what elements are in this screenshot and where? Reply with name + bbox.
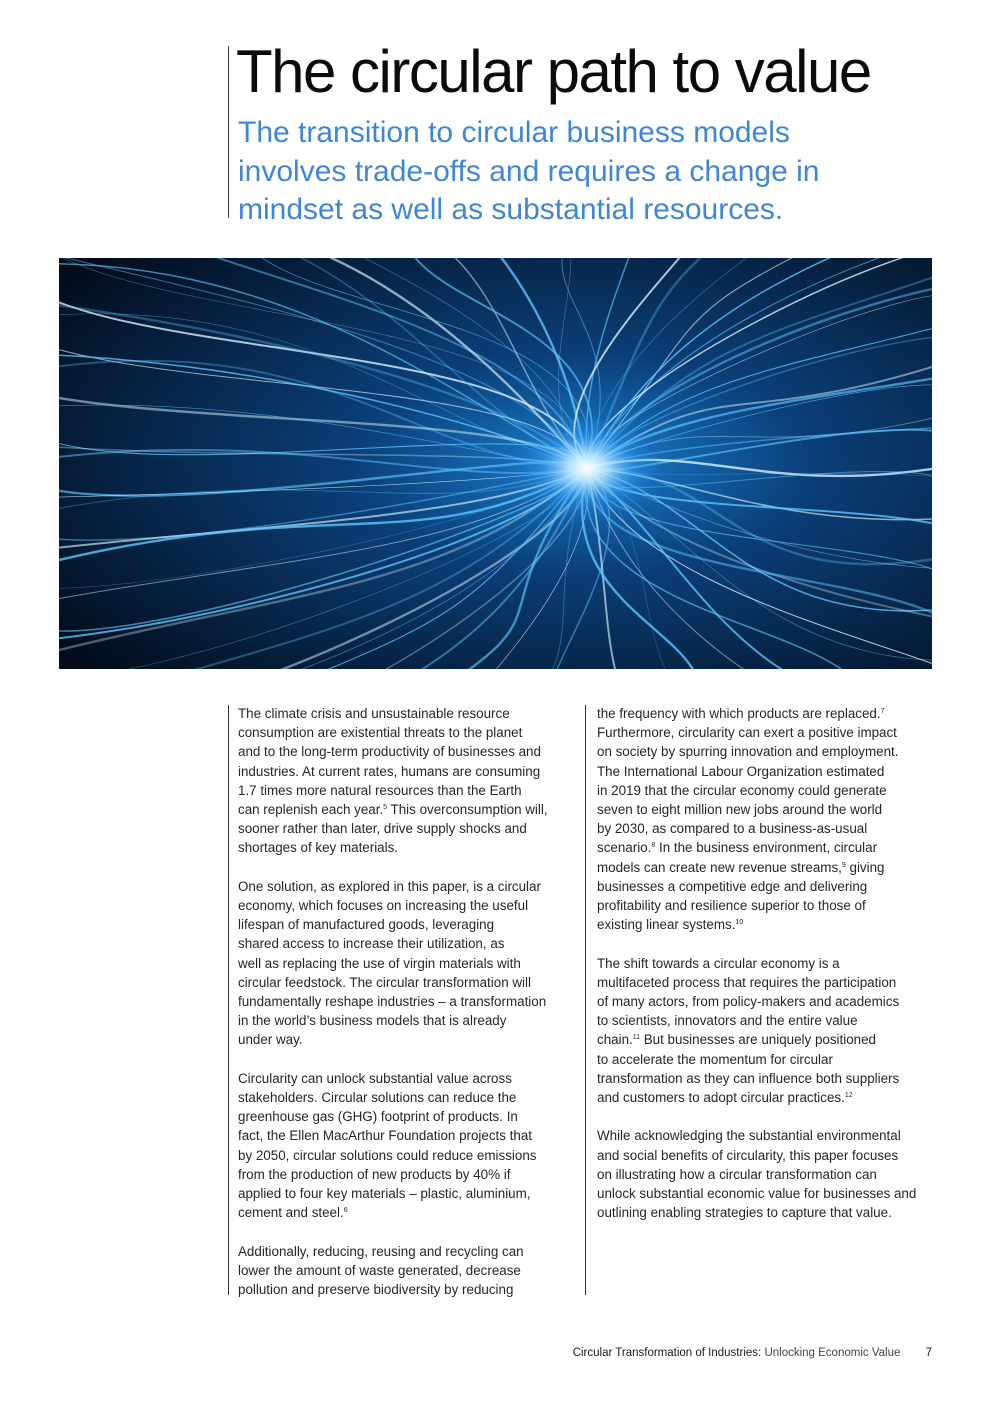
text-segment: existing linear systems. bbox=[597, 917, 736, 933]
footnote-ref: 10 bbox=[735, 919, 744, 927]
text-line: to accelerate the momentum for circular bbox=[597, 1051, 833, 1067]
subtitle-line: mindset as well as substantial resources. bbox=[238, 193, 784, 226]
text-line bbox=[238, 800, 578, 819]
body-paragraph bbox=[238, 877, 578, 1050]
text-line: greenhouse gas (GHG) footprint of products. In bbox=[238, 1109, 518, 1125]
text-line: shortages of key materials. bbox=[238, 840, 399, 856]
text-line bbox=[238, 1203, 578, 1222]
text-segment: cement and steel. bbox=[238, 1205, 344, 1221]
body-paragraph bbox=[238, 1242, 578, 1300]
text-line: and to the long-term productivity of businesses and bbox=[238, 744, 541, 760]
text-line: lifespan of manufactured goods, leveraging bbox=[238, 917, 495, 933]
column-divider-right bbox=[585, 705, 586, 1295]
text-line: well as replacing the use of virgin materials with bbox=[238, 955, 521, 971]
text-line: One solution, as explored in this paper, is a circular bbox=[238, 878, 541, 894]
text-line: economy, which focuses on increasing the useful bbox=[238, 898, 529, 914]
text-line bbox=[597, 1088, 937, 1107]
footnote-ref: 6 bbox=[343, 1207, 348, 1215]
footnote-ref: 9 bbox=[841, 861, 846, 869]
text-line: fact, the Ellen MacArthur Foundation projects that bbox=[238, 1128, 533, 1144]
body-paragraph bbox=[597, 704, 937, 934]
footnote-ref: 11 bbox=[632, 1034, 641, 1042]
text-line bbox=[597, 858, 937, 877]
text-line: transformation as they can influence both suppliers bbox=[597, 1070, 900, 1086]
text-line: under way. bbox=[238, 1032, 303, 1048]
text-line: to scientists, innovators and the entire value bbox=[597, 1013, 858, 1029]
text-line: sooner rather than later, drive supply shocks and bbox=[238, 821, 527, 837]
footnote-ref: 7 bbox=[880, 708, 885, 715]
footnote-ref: 12 bbox=[844, 1092, 853, 1100]
page-title: The circular path to value bbox=[236, 38, 871, 105]
text-line: fundamentally reshape industries – a transformation bbox=[238, 994, 547, 1010]
text-line: by 2050, circular solutions could reduce emissions bbox=[238, 1147, 537, 1163]
text-segment: and customers to adopt circular practices. bbox=[597, 1090, 845, 1106]
text-line: in the world’s business models that is already bbox=[238, 1013, 507, 1029]
text-line: 1.7 times more natural resources than the Earth bbox=[238, 782, 522, 798]
text-line: of many actors, from policy-makers and academics bbox=[597, 994, 900, 1010]
text-line: While acknowledging the substantial environmental bbox=[597, 1128, 901, 1144]
text-line: lower the amount of waste generated, decrease bbox=[238, 1262, 521, 1278]
text-segment: chain. bbox=[597, 1032, 633, 1048]
text-line bbox=[597, 1030, 937, 1049]
text-line: Circularity can unlock substantial value across bbox=[238, 1070, 512, 1086]
text-line bbox=[597, 838, 937, 857]
text-line: multifaceted process that requires the participation bbox=[597, 974, 897, 990]
text-line: shared access to increase their utilization, as bbox=[238, 936, 505, 952]
hero-image bbox=[59, 258, 932, 669]
text-line: pollution and preserve biodiversity by reducing bbox=[238, 1282, 514, 1298]
subtitle-line: involves trade-offs and requires a change in bbox=[238, 154, 820, 188]
page-number: 7 bbox=[925, 1347, 932, 1359]
footnote-ref: 5 bbox=[383, 804, 388, 812]
publication-subtitle: Unlocking Economic Value bbox=[764, 1347, 901, 1359]
body-paragraph bbox=[597, 1126, 937, 1222]
text-line: industries. At current rates, humans are consuming bbox=[238, 763, 541, 779]
text-line: on illustrating how a circular transformation can bbox=[597, 1166, 877, 1182]
subtitle-line: The transition to circular business models bbox=[238, 116, 790, 149]
body-paragraph bbox=[238, 704, 578, 858]
text-segment: models can create new revenue streams, bbox=[597, 859, 842, 875]
text-line: on society by spurring innovation and employment. bbox=[597, 744, 899, 760]
text-line: stakeholders. Circular solutions can reduce the bbox=[238, 1090, 517, 1106]
text-segment: This overconsumption will, bbox=[387, 802, 548, 818]
text-line: The International Labour Organization estimated bbox=[597, 763, 885, 779]
text-line: seven to eight million new jobs around the world bbox=[597, 802, 883, 818]
body-column-right bbox=[597, 704, 937, 1242]
text-segment: the frequency with which products are replaced. bbox=[597, 706, 881, 721]
text-line: consumption are existential threats to the planet bbox=[238, 725, 523, 741]
footnote-ref: 8 bbox=[651, 842, 656, 850]
text-line: unlock substantial economic value for businesses and bbox=[597, 1186, 917, 1202]
text-segment: scenario. bbox=[597, 840, 652, 856]
body-paragraph bbox=[597, 954, 937, 1108]
text-line bbox=[597, 915, 937, 934]
text-segment: In the business environment, circular bbox=[655, 840, 878, 856]
text-segment: But businesses are uniquely positioned bbox=[640, 1032, 876, 1048]
text-line: and social benefits of circularity, this paper focuses bbox=[597, 1147, 899, 1163]
text-line: profitability and resilience superior to those of bbox=[597, 898, 866, 914]
text-line: by 2030, as compared to a business-as-usual bbox=[597, 821, 868, 837]
column-divider-left bbox=[228, 705, 229, 1295]
text-line: The climate crisis and unsustainable resource bbox=[238, 706, 510, 721]
title-divider bbox=[228, 46, 229, 218]
body-column-left bbox=[238, 704, 578, 1318]
text-line: The shift towards a circular economy is a bbox=[597, 955, 840, 971]
text-line: Additionally, reducing, reusing and recycling can bbox=[238, 1243, 524, 1259]
text-line: outlining enabling strategies to capture that value. bbox=[597, 1205, 892, 1221]
text-line: applied to four key materials – plastic, aluminium, bbox=[238, 1186, 531, 1202]
text-segment: giving bbox=[845, 859, 885, 875]
text-segment: can replenish each year. bbox=[238, 802, 384, 818]
text-line: Furthermore, circularity can exert a positive impact bbox=[597, 725, 897, 741]
text-line bbox=[597, 704, 937, 723]
text-line: from the production of new products by 40% if bbox=[238, 1166, 511, 1182]
page-footer bbox=[573, 1347, 932, 1359]
text-line: businesses a competitive edge and delivering bbox=[597, 878, 868, 894]
text-line: in 2019 that the circular economy could generate bbox=[597, 782, 887, 798]
text-line: circular feedstock. The circular transformation will bbox=[238, 974, 531, 990]
body-paragraph bbox=[238, 1069, 578, 1223]
publication-title: Circular Transformation of Industries: bbox=[572, 1347, 762, 1359]
page-subtitle bbox=[238, 114, 938, 230]
light-streaks-illustration bbox=[59, 258, 932, 669]
